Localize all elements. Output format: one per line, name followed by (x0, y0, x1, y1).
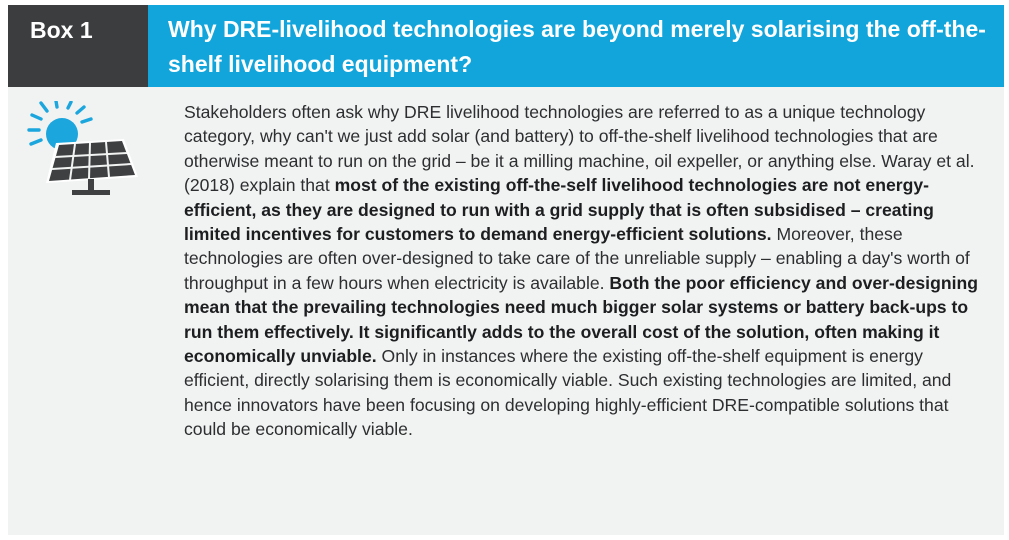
box-body-text (184, 100, 984, 442)
solar-panel (46, 139, 138, 195)
info-box (8, 5, 1004, 535)
solar-panel-sun-icon (26, 101, 146, 201)
body-segment: Stakeholders often ask why DRE livelihood technologies are referred to as a unique technology category, why can't we just add solar (and battery) to off-the-shelf livelihood technologies that are otherwise meant to run on the grid – be it a milling machine, oil expeller, or anything else. Waray et al. (2018) explain that (184, 102, 975, 196)
body-segment-bold: most of the existing off-the-self livelihood technologies are not energy-efficient, as they are designed to run with a grid supply that is often subsidised – creating limited incentives for customers to demand energy-efficient solutions. (184, 175, 934, 245)
box-title: Why DRE-livelihood technologies are beyond merely solarising the off-the-shelf livelihood equipment? (148, 5, 1004, 87)
box-label: Box 1 (8, 5, 148, 87)
body-segment: Moreover, these technologies are often over-designed to take care of the unreliable supply – enabling a day's worth of throughput in a few hours when electricity is available. (184, 224, 970, 293)
body-segment: Only in instances where the existing off-the-shelf equipment is energy efficient, directly solarising them is economically viable. Such existing technologies are limited, and hence innovators have been focusing on developing highly-efficient DRE-compatible solutions that could be economically viable. (184, 346, 952, 440)
body-segment-bold: Both the poor efficiency and over-designing mean that the prevailing technologies need much bigger solar systems or battery back-ups to run them effectively. It significantly adds to the overall cost of the solution, often making it economically unviable. (184, 272, 978, 367)
box-header (8, 5, 1004, 87)
